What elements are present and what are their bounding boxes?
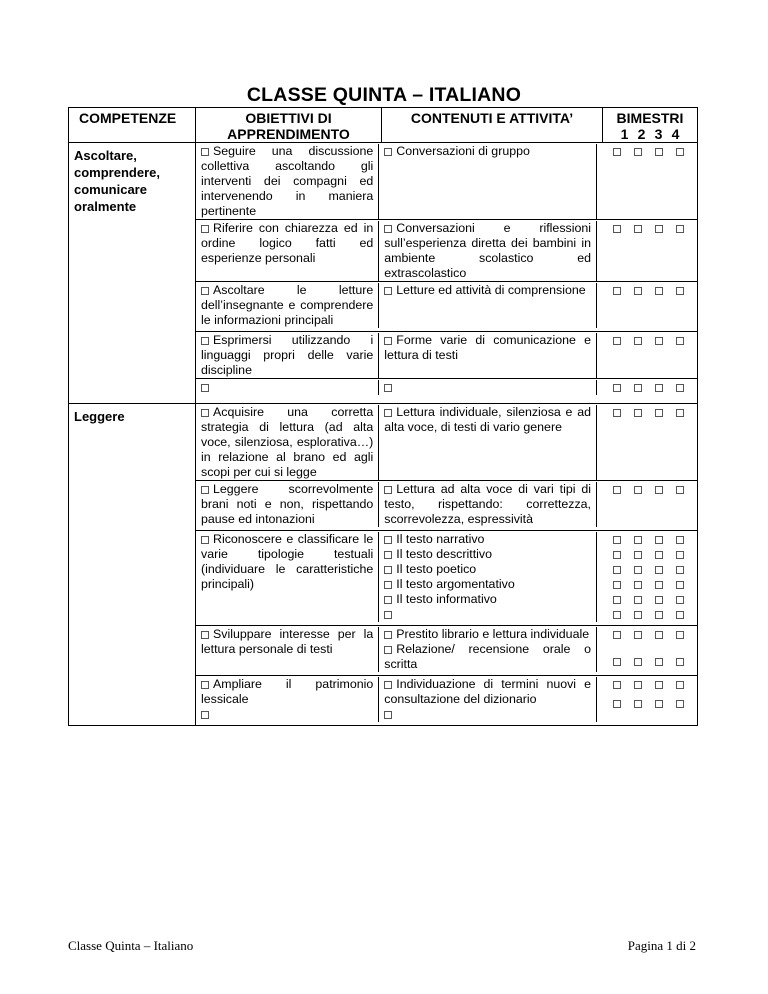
bimestre-1-checkbox[interactable] <box>613 536 621 544</box>
objective-group <box>196 626 697 676</box>
contenuto-item <box>384 627 591 642</box>
contenuto-item <box>384 380 591 395</box>
bimestre-4-checkbox[interactable] <box>676 631 684 639</box>
contenuto-label: Forme varie di comunicazione e lettura di testi <box>384 333 591 362</box>
bimestri-numbers <box>603 126 697 142</box>
contenuto-label: Il testo descrittivo <box>396 547 492 561</box>
obiettivo-text <box>201 482 373 527</box>
bimestri-cell <box>597 221 697 281</box>
bimestre-1-checkbox[interactable] <box>613 658 621 666</box>
bimestre-3-checkbox[interactable] <box>655 611 663 619</box>
contenuto-item <box>384 144 591 159</box>
bimestri-checkbox-row <box>613 405 697 420</box>
contenuto-label: Il testo poetico <box>396 562 477 576</box>
obiettivo-cell <box>196 405 379 480</box>
bimestre-4-checkbox[interactable] <box>676 700 684 708</box>
section-row-leggere <box>69 404 698 726</box>
bimestre-4-checkbox[interactable] <box>676 536 684 544</box>
bimestre-4-checkbox[interactable] <box>676 596 684 604</box>
bimestri-checkbox-row <box>613 577 697 592</box>
bullet-box-icon <box>201 409 209 417</box>
bimestre-4-checkbox[interactable] <box>676 148 684 156</box>
curriculum-table <box>68 107 698 726</box>
bimestre-1-checkbox[interactable] <box>613 631 621 639</box>
bimestre-3-checkbox[interactable] <box>655 337 663 345</box>
bimestre-2-checkbox[interactable] <box>634 337 642 345</box>
bimestre-3-checkbox[interactable] <box>655 631 663 639</box>
bullet-box-icon <box>384 596 392 604</box>
obiettivo-text <box>201 405 373 480</box>
bimestre-2-checkbox[interactable] <box>634 681 642 689</box>
contenuti-cell <box>379 405 597 480</box>
contenuti-cell <box>379 482 597 527</box>
obiettivo-text <box>201 627 373 657</box>
objective-group <box>196 481 697 531</box>
bimestri-checkbox-row <box>613 333 697 348</box>
section-groups-ascoltare <box>196 143 698 404</box>
bimestri-cell <box>597 532 697 622</box>
bimestre-4: 4 <box>671 126 680 142</box>
header-contenuti: CONTENUTI E ATTIVITA’ <box>382 108 603 143</box>
bimestre-1-checkbox[interactable] <box>613 384 621 392</box>
bimestre-1-checkbox[interactable] <box>613 611 621 619</box>
contenuto-item <box>384 283 591 298</box>
bimestre-1-checkbox[interactable] <box>613 596 621 604</box>
obiettivo-text <box>201 707 373 722</box>
bullet-box-icon <box>201 681 209 689</box>
bimestri-cell <box>597 283 697 328</box>
bullet-box-icon <box>384 711 392 719</box>
bimestre-3-checkbox[interactable] <box>655 551 663 559</box>
bimestre-1-checkbox[interactable] <box>613 409 621 417</box>
header-bimestri <box>603 108 698 143</box>
obiettivo-cell <box>196 144 379 219</box>
obiettivo-label: Seguire una discussione collettiva ascoltando gli interventi dei compagni ed intervenendo in maniera pertinente <box>201 144 374 218</box>
bimestri-checkbox-row <box>613 592 697 607</box>
obiettivo-cell <box>196 333 379 378</box>
contenuto-item <box>384 547 591 562</box>
section-row-ascoltare <box>69 143 698 404</box>
contenuto-item <box>384 607 591 622</box>
bimestre-3-checkbox[interactable] <box>655 700 663 708</box>
contenuto-item <box>384 642 591 672</box>
bimestre-3-checkbox[interactable] <box>655 409 663 417</box>
bimestre-4-checkbox[interactable] <box>676 581 684 589</box>
bullet-box-icon <box>384 631 392 639</box>
obiettivo-text <box>201 144 373 219</box>
contenuto-item <box>384 677 591 707</box>
obiettivo-label: Riconoscere e classificare le varie tipologie testuali (individuare le caratteristiche principali) <box>201 532 374 591</box>
bimestre-1-checkbox[interactable] <box>613 148 621 156</box>
bimestre-3-checkbox[interactable] <box>655 486 663 494</box>
bullet-box-icon <box>384 225 392 233</box>
bimestri-checkbox-row <box>613 283 697 298</box>
contenuto-label: Conversazioni di gruppo <box>396 144 530 158</box>
bullet-box-icon <box>384 681 392 689</box>
page-title: CLASSE QUINTA – ITALIANO <box>246 84 522 106</box>
bimestre-3-checkbox[interactable] <box>655 287 663 295</box>
bullet-box-icon <box>201 486 209 494</box>
objective-group <box>196 404 697 481</box>
obiettivo-cell <box>196 627 379 672</box>
bimestri-checkbox-row <box>613 677 697 692</box>
bullet-box-icon <box>384 646 392 654</box>
bimestre-2-checkbox[interactable] <box>634 287 642 295</box>
bullet-box-icon <box>384 566 392 574</box>
obiettivo-cell <box>196 221 379 281</box>
bimestri-label: BIMESTRI <box>616 110 684 126</box>
bullet-box-icon <box>201 631 209 639</box>
bimestre-1-checkbox[interactable] <box>613 225 621 233</box>
contenuto-label: Individuazione di termini nuovi e consultazione del dizionario <box>384 677 591 706</box>
obiettivo-label: Leggere scorrevolmente brani noti e non, rispettando pause ed intonazioni <box>201 482 374 526</box>
footer-right: Pagina 1 di 2 <box>627 938 696 953</box>
bimestre-3-checkbox[interactable] <box>655 148 663 156</box>
bimestre-1-checkbox[interactable] <box>613 566 621 574</box>
contenuto-item <box>384 221 591 281</box>
bimestri-cell <box>597 144 697 219</box>
objective-group <box>196 143 697 220</box>
bimestre-1-checkbox[interactable] <box>613 581 621 589</box>
bimestre-4-checkbox[interactable] <box>676 384 684 392</box>
contenuto-item <box>384 532 591 547</box>
bullet-box-icon <box>384 287 392 295</box>
objective-group <box>196 676 697 725</box>
bimestri-checkbox-row <box>613 696 697 711</box>
header-row <box>69 108 698 143</box>
bullet-box-icon <box>201 225 209 233</box>
obiettivo-text <box>201 283 373 328</box>
bimestre-2-checkbox[interactable] <box>634 384 642 392</box>
bimestre-2-checkbox[interactable] <box>634 551 642 559</box>
bimestre-1-checkbox[interactable] <box>613 700 621 708</box>
contenuti-cell <box>379 677 597 722</box>
contenuto-label: Il testo narrativo <box>396 532 485 546</box>
bullet-box-icon <box>384 409 392 417</box>
bullet-box-icon <box>384 486 392 494</box>
obiettivo-cell <box>196 283 379 328</box>
bimestri-checkbox-row <box>613 627 697 642</box>
header-competenze: COMPETENZE <box>69 108 196 143</box>
bimestre-3: 3 <box>654 126 663 142</box>
competenza-leggere: Leggere <box>69 404 196 726</box>
bimestri-cell <box>597 482 697 527</box>
obiettivo-label: Ampliare il patrimonio lessicale <box>201 677 374 706</box>
bimestri-checkbox-row <box>613 532 697 547</box>
bullet-box-icon <box>384 611 392 619</box>
contenuti-cell <box>379 627 597 672</box>
obiettivo-text <box>201 333 373 378</box>
bimestre-2-checkbox[interactable] <box>634 658 642 666</box>
bimestre-2-checkbox[interactable] <box>634 631 642 639</box>
contenuti-cell <box>379 144 597 219</box>
bimestre-2-checkbox[interactable] <box>634 148 642 156</box>
contenuto-item <box>384 562 591 577</box>
bullet-box-icon <box>201 337 209 345</box>
bullet-box-icon <box>201 148 209 156</box>
bimestri-checkbox-row <box>613 482 697 497</box>
objective-group <box>196 282 697 332</box>
contenuto-item <box>384 405 591 435</box>
bimestre-1-checkbox[interactable] <box>613 287 621 295</box>
contenuto-label: Lettura ad alta voce di vari tipi di testo, rispettando: correttezza, scorrevolezza, espressività <box>384 482 591 526</box>
contenuti-cell <box>379 333 597 378</box>
bimestre-4-checkbox[interactable] <box>676 337 684 345</box>
bimestri-checkbox-row <box>613 221 697 236</box>
bullet-box-icon <box>201 287 209 295</box>
obiettivo-cell <box>196 380 379 395</box>
bimestre-3-checkbox[interactable] <box>655 658 663 666</box>
bimestre-4-checkbox[interactable] <box>676 225 684 233</box>
contenuto-label: Lettura individuale, silenziosa e ad alta voce, di testi di vario genere <box>384 405 591 434</box>
objective-group <box>196 531 697 626</box>
bimestre-4-checkbox[interactable] <box>676 681 684 689</box>
bullet-box-icon <box>384 581 392 589</box>
bullet-box-icon <box>201 384 209 392</box>
bimestre-1: 1 <box>620 126 629 142</box>
contenuto-item <box>384 592 591 607</box>
objective-group <box>196 379 697 403</box>
bimestre-2-checkbox[interactable] <box>634 700 642 708</box>
bimestre-2-checkbox[interactable] <box>634 225 642 233</box>
obiettivo-text <box>201 677 373 707</box>
obiettivo-label: Acquisire una corretta strategia di lettura (ad alta voce, silenziosa, esplorativa…) in relazione al brano ed agli scopi per cui si legge <box>201 405 374 479</box>
obiettivo-label: Riferire con chiarezza ed in ordine logico fatti ed esperienze personali <box>201 221 374 265</box>
bimestre-1-checkbox[interactable] <box>613 551 621 559</box>
contenuti-cell <box>379 283 597 328</box>
obiettivo-cell <box>196 677 379 722</box>
objective-group <box>196 332 697 379</box>
bimestre-2-checkbox[interactable] <box>634 486 642 494</box>
bimestre-2-checkbox[interactable] <box>634 566 642 574</box>
contenuto-label: Relazione/ recensione orale o scritta <box>384 642 591 671</box>
bullet-box-icon <box>384 536 392 544</box>
bimestre-3-checkbox[interactable] <box>655 536 663 544</box>
contenuti-cell <box>379 532 597 622</box>
contenuto-item <box>384 482 591 527</box>
contenuto-label: Il testo argomentativo <box>396 577 515 591</box>
contenuti-cell <box>379 221 597 281</box>
bimestri-checkbox-row <box>613 547 697 562</box>
header-obiettivi: OBIETTIVI DI APPRENDIMENTO <box>196 108 382 143</box>
bimestre-2-checkbox[interactable] <box>634 536 642 544</box>
bimestre-2-checkbox[interactable] <box>634 596 642 604</box>
bimestri-checkbox-row <box>613 144 697 159</box>
bullet-box-icon <box>384 148 392 156</box>
contenuto-label: Letture ed attività di comprensione <box>396 283 586 297</box>
obiettivo-cell <box>196 532 379 622</box>
section-groups-leggere <box>196 404 698 726</box>
bimestri-cell <box>597 333 697 378</box>
bimestri-cell <box>597 627 697 672</box>
bimestre-4-checkbox[interactable] <box>676 409 684 417</box>
bimestre-3-checkbox[interactable] <box>655 581 663 589</box>
bimestre-3-checkbox[interactable] <box>655 384 663 392</box>
bimestre-4-checkbox[interactable] <box>676 486 684 494</box>
bimestre-4-checkbox[interactable] <box>676 611 684 619</box>
bimestre-3-checkbox[interactable] <box>655 225 663 233</box>
objective-group <box>196 220 697 282</box>
bimestre-4-checkbox[interactable] <box>676 566 684 574</box>
bimestre-2: 2 <box>637 126 646 142</box>
bullet-box-icon <box>384 551 392 559</box>
obiettivo-text <box>201 380 373 395</box>
bimestre-1-checkbox[interactable] <box>613 681 621 689</box>
obiettivo-label: Esprimersi utilizzando i linguaggi propri delle varie discipline <box>201 333 374 377</box>
bimestre-3-checkbox[interactable] <box>655 681 663 689</box>
bimestri-checkbox-row <box>613 562 697 577</box>
obiettivo-cell <box>196 482 379 527</box>
contenuto-label: Prestito librario e lettura individuale <box>396 627 590 641</box>
bimestre-2-checkbox[interactable] <box>634 581 642 589</box>
bimestre-4-checkbox[interactable] <box>676 551 684 559</box>
contenuto-item <box>384 707 591 722</box>
bimestre-1-checkbox[interactable] <box>613 337 621 345</box>
footer-left: Classe Quinta – Italiano <box>68 938 194 953</box>
obiettivo-text <box>201 532 373 592</box>
contenuto-item <box>384 577 591 592</box>
bimestri-checkbox-row <box>613 380 697 395</box>
bullet-box-icon <box>201 536 209 544</box>
bimestre-2-checkbox[interactable] <box>634 611 642 619</box>
contenuto-label: Conversazioni e riflessioni sull’esperienza diretta dei bambini in ambiente scolastico ed extrascolastico <box>384 221 591 280</box>
contenuto-item <box>384 333 591 363</box>
bimestre-2-checkbox[interactable] <box>634 409 642 417</box>
bullet-box-icon <box>384 384 392 392</box>
obiettivo-label: Ascoltare le letture dell’insegnante e comprendere le informazioni principali <box>201 283 374 327</box>
bimestri-cell <box>597 677 697 722</box>
contenuti-cell <box>379 380 597 395</box>
bimestri-checkbox-row <box>613 607 697 622</box>
bullet-box-icon <box>384 337 392 345</box>
bimestri-cell <box>597 405 697 480</box>
bimestri-cell <box>597 380 697 395</box>
bimestre-4-checkbox[interactable] <box>676 658 684 666</box>
obiettivo-label: Sviluppare interesse per la lettura personale di testi <box>201 627 374 656</box>
bimestre-3-checkbox[interactable] <box>655 596 663 604</box>
bullet-box-icon <box>201 711 209 719</box>
bimestre-3-checkbox[interactable] <box>655 566 663 574</box>
bimestri-checkbox-row <box>613 654 697 669</box>
bimestre-4-checkbox[interactable] <box>676 287 684 295</box>
competenza-ascoltare: Ascoltare, comprendere, comunicare oralmente <box>69 143 196 404</box>
obiettivo-text <box>201 221 373 266</box>
contenuto-label: Il testo informativo <box>396 592 497 606</box>
bimestre-1-checkbox[interactable] <box>613 486 621 494</box>
